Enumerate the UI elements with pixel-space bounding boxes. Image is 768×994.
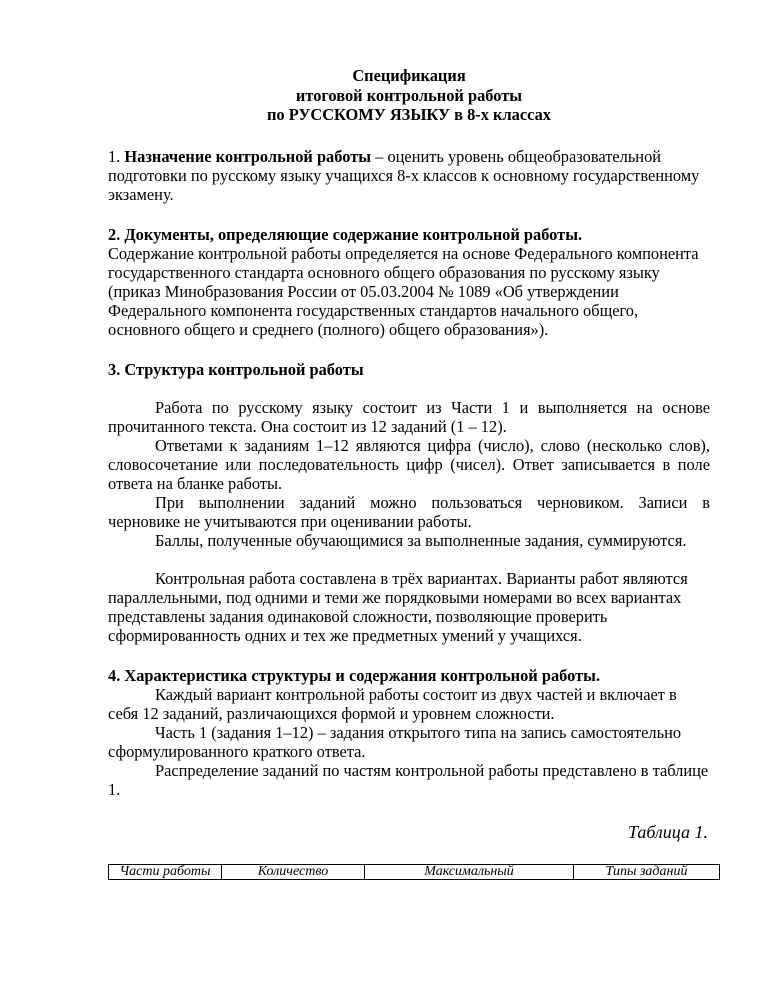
section-2-heading: 2. Документы, определяющие содержание контрольной работы.	[108, 224, 583, 244]
table-header-cell: Части работы	[109, 864, 222, 879]
section-1-heading: Назначение контрольной работы	[124, 146, 372, 166]
section-4-paragraph-2: Часть 1 (задания 1–12) – задания открытого типа на запись самостоятельно сформулированного краткого ответа.	[108, 722, 682, 761]
table-header-cell: Максимальный	[365, 864, 574, 879]
spec-table	[108, 864, 720, 880]
document-title	[108, 66, 710, 125]
section-3-paragraph-5: Контрольная работа составлена в трёх вариантах. Варианты работ являются параллельными, под одними и теми же порядковыми номерами во всех вариантах представлены задания одинаковой сложности, позволяющие проверить сформированность одних и тех же предметных умений у учащихся.	[108, 568, 688, 645]
section-3-paragraph-2: Ответами к заданиям 1–12 являются цифра (число), слово (несколько слов), словосочетание или последовательность цифр (чисел). Ответ записывается в поле ответа на бланке работы.	[108, 435, 710, 493]
section-1-number: 1.	[108, 146, 125, 166]
table-header-cell: Типы заданий	[574, 864, 720, 879]
section-1-text: – оценить уровень общеобразовательной подготовки по русскому языку учащихся 8-х классов к основному государственному экзамену.	[108, 146, 700, 204]
section-3-paragraph-3: При выполнении заданий можно пользоваться черновиком. Записи в черновике не учитываются при оценивании работы.	[108, 492, 710, 531]
section-3-paragraph-4: Баллы, полученные обучающимися за выполненные задания, суммируются.	[155, 530, 687, 550]
title-line-1: Спецификация	[352, 66, 466, 85]
table-header-row	[109, 864, 720, 879]
section-3-paragraph-1: Работа по русскому языку состоит из Части 1 и выполняется на основе прочитанного текста. Она состоит из 12 заданий (1 – 12).	[108, 397, 710, 436]
section-4-heading: 4. Характеристика структуры и содержания контрольной работы.	[108, 665, 601, 685]
section-2-text: Содержание контрольной работы определяется на основе Федерального компонента государственного стандарта основного общего образования по русскому языку (приказ Минобразования России от 05.03.2004 № 1089 «Об утверждении Федерального компонента государственных стандартов начального общего, основного общего и среднего (полного) общего образования»).	[108, 243, 699, 339]
section-3-heading: 3. Структура контрольной работы	[108, 359, 364, 379]
section-4-paragraph-3: Распределение заданий по частям контрольной работы представлено в таблице 1.	[108, 760, 709, 799]
section-1	[108, 147, 710, 204]
title-line-3: по РУССКОМУ ЯЗЫКУ в 8-х классах	[266, 105, 551, 124]
table-header-cell: Количество	[222, 864, 365, 879]
title-line-2: итоговой контрольной работы	[295, 85, 523, 105]
section-4-paragraph-1: Каждый вариант контрольной работы состоит из двух частей и включает в себя 12 заданий, различающихся формой и уровнем сложности.	[108, 684, 677, 723]
table-caption: Таблица 1.	[627, 821, 708, 842]
